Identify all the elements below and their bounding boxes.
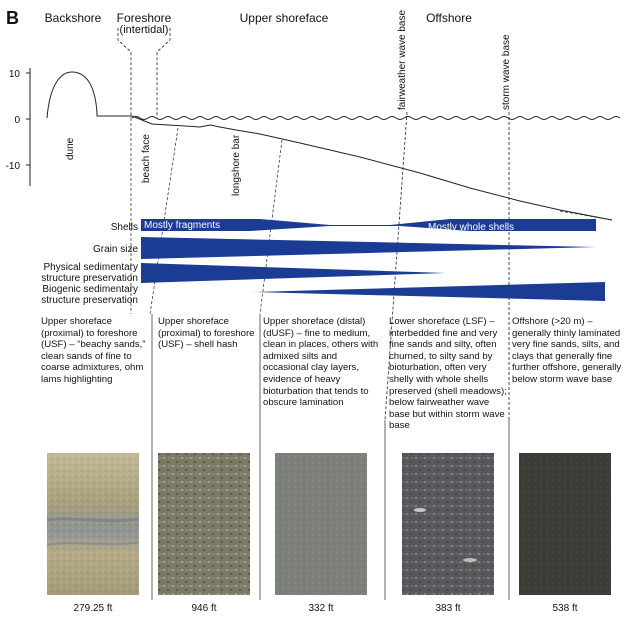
core-photo-4: [402, 453, 494, 595]
axis-tick-neg10: -10: [5, 161, 20, 172]
description-usf-proximal-beachy: Upper shoreface (proximal) to foreshore (USF) – “beachy sands,” clean sands of fine to coarse admixtures, ohm lams highlighting: [41, 316, 146, 385]
core-photo-2: [158, 453, 250, 595]
shells-left-note: Mostly fragments: [144, 220, 221, 231]
zone-backshore: Backshore: [44, 11, 102, 25]
description-usf-proximal-shell-hash: Upper shoreface (proximal) to foreshore (USF) – shell hash: [158, 316, 255, 351]
biogenic-structure-band: [252, 282, 605, 301]
physical-row-label-2: structure preservation: [41, 273, 138, 284]
physical-row-label-1: Physical sedimentary: [43, 262, 138, 273]
dune-profile: [47, 72, 132, 118]
core-photo-3: [275, 453, 367, 595]
zone-foreshore-sub: (intertidal): [119, 24, 169, 36]
foreshore-funnel: [118, 28, 170, 118]
panel-label: B: [6, 8, 19, 28]
description-offshore: Offshore (>20 m) – generally thinly laminated very fine sands, silts, and clays that generally fine further offshore, generally below storm wave base: [512, 316, 622, 385]
core-photo-1: [47, 453, 139, 595]
biogenic-row-label-2: structure preservation: [41, 295, 138, 306]
core-photo-5: [519, 453, 611, 595]
shells-right-note: Mostly whole shells: [428, 222, 515, 233]
core-depth-3: 332 ft: [308, 603, 334, 614]
seafloor-profile: [132, 116, 612, 220]
core-depth-5: 538 ft: [552, 603, 578, 614]
core-depth-4: 383 ft: [435, 603, 461, 614]
description-lsf: Lower shoreface (LSF) – interbedded fine and very fine sands and silty, often churned, to silty sand by bioturbation, often very shelly with whole shells preserved (shell meadows); below fairweather wave base but within storm wave base: [389, 316, 507, 432]
axis-tick-0: 0: [14, 115, 20, 126]
dune-label: dune: [65, 137, 76, 160]
depth-axis: [6, 68, 30, 186]
grain-size-band: [141, 237, 596, 259]
shells-row-label: Shells: [110, 222, 138, 233]
grain-size-row-label: Grain size: [92, 244, 138, 255]
zone-offshore: Offshore: [426, 11, 472, 25]
description-dusf: Upper shoreface (distal) (dUSF) – fine to medium, clean in places, others with admixed silts and occasional clay layers, evidence of heavy bioturbation that tends to obscure lamination: [263, 316, 379, 409]
core-depth-2: 946 ft: [191, 603, 217, 614]
beach-face-label: beach face: [141, 134, 152, 183]
zone-foreshore: Foreshore: [116, 11, 172, 25]
longshore-bar-label: longshore bar: [231, 134, 242, 196]
storm-wave-base-label: storm wave base: [501, 34, 512, 110]
physical-structure-band: [141, 263, 446, 283]
axis-tick-10: 10: [8, 69, 20, 80]
fairweather-wave-base-label: fairweather wave base: [397, 9, 408, 110]
zone-upper-shoreface: Upper shoreface: [239, 11, 329, 25]
sea-surface: [132, 117, 620, 120]
core-depth-1: 279.25 ft: [73, 603, 113, 614]
biogenic-row-label-1: Biogenic sedimentary: [42, 284, 138, 295]
